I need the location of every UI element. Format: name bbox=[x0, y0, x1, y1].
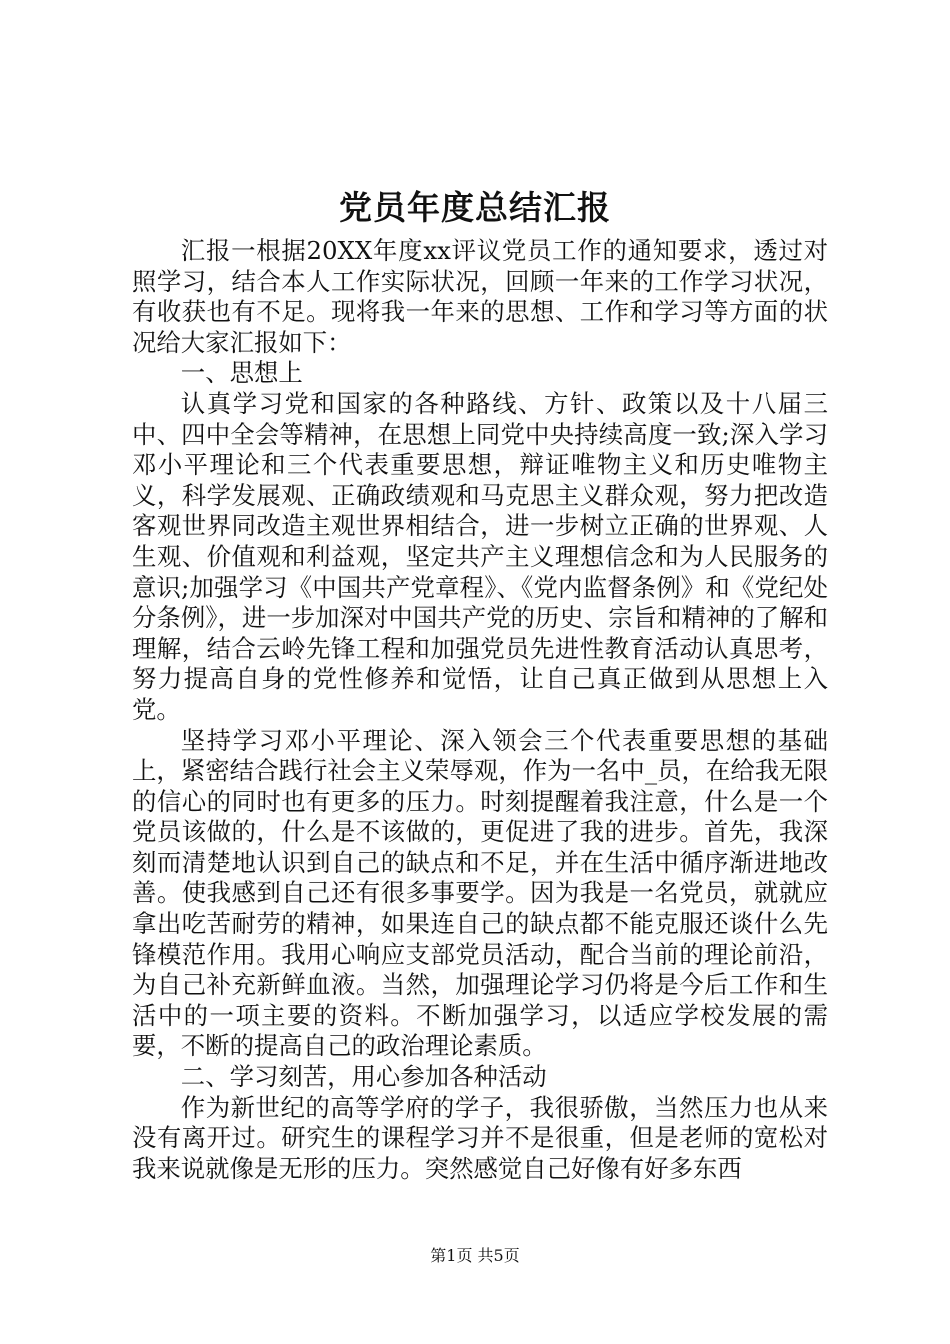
document-title: 党员年度总结汇报 bbox=[339, 188, 611, 227]
section-heading-study: 二、学习刻苦，用心参加各种活动 bbox=[180, 1062, 547, 1092]
document-body bbox=[132, 236, 828, 1184]
section-heading-thought: 一、思想上 bbox=[180, 358, 303, 388]
paragraph-thought-practice: 坚持学习邓小平理论、深入领会三个代表重要思想的基础上，紧密结合践行社会主义荣辱观，作为一名中_员，在给我无限的信心的同时也有更多的压力。时刻提醒着我注意，什么是一个党员该做的，什么是不该做的，更促进了我的进步。首先，我深刻而清楚地认识到自己的缺点和不足，并在生活中循序渐进地改善。使我感到自己还有很多事要学。因为我是一名党员，就就应拿出吃苦耐劳的精神，如果连自己的缺点都不能克服还谈什么先锋模范作用。我用心响应支部党员活动，配合当前的理论前沿，为自己补充新鲜血液。当然，加强理论学习仍将是今后工作和生活中的一项主要的资料。不断加强学习，以适应学校发展的需要，不断的提高自己的政治理论素质。 bbox=[132, 725, 828, 1061]
page-number-footer: 第1页 共5页 bbox=[430, 1246, 520, 1265]
paragraph-intro: 汇报一根据20XX年度xx评议党员工作的通知要求，透过对照学习，结合本人工作实际状况，回顾一年来的工作学习状况，有收获也有不足。现将我一年来的思想、工作和学习等方面的状况给大家汇报如下： bbox=[132, 236, 828, 357]
paragraph-study: 作为新世纪的高等学府的学子，我很骄傲，当然压力也从来没有离开过。研究生的课程学习并不是很重，但是老师的宽松对我来说就像是无形的压力。突然感觉自己好像有好多东西 bbox=[132, 1092, 828, 1183]
paragraph-thought-study: 认真学习党和国家的各种路线、方针、政策以及十八届三中、四中全会等精神，在思想上同党中央持续高度一致;深入学习邓小平理论和三个代表重要思想，辩证唯物主义和历史唯物主义，科学发展观、正确政绩观和马克思主义群众观，努力把改造客观世界同改造主观世界相结合，进一步树立正确的世界观、人生观、价值观和利益观，坚定共产主义理想信念和为人民服务的意识;加强学习《中国共产党章程》、《党内监督条例》和《党纪处分条例》，进一步加深对中国共产党的历史、宗旨和精神的了解和理解，结合云岭先锋工程和加强党员先进性教育活动认真思考，努力提高自身的党性修养和觉悟，让自己真正做到从思想上入党。 bbox=[132, 388, 828, 724]
